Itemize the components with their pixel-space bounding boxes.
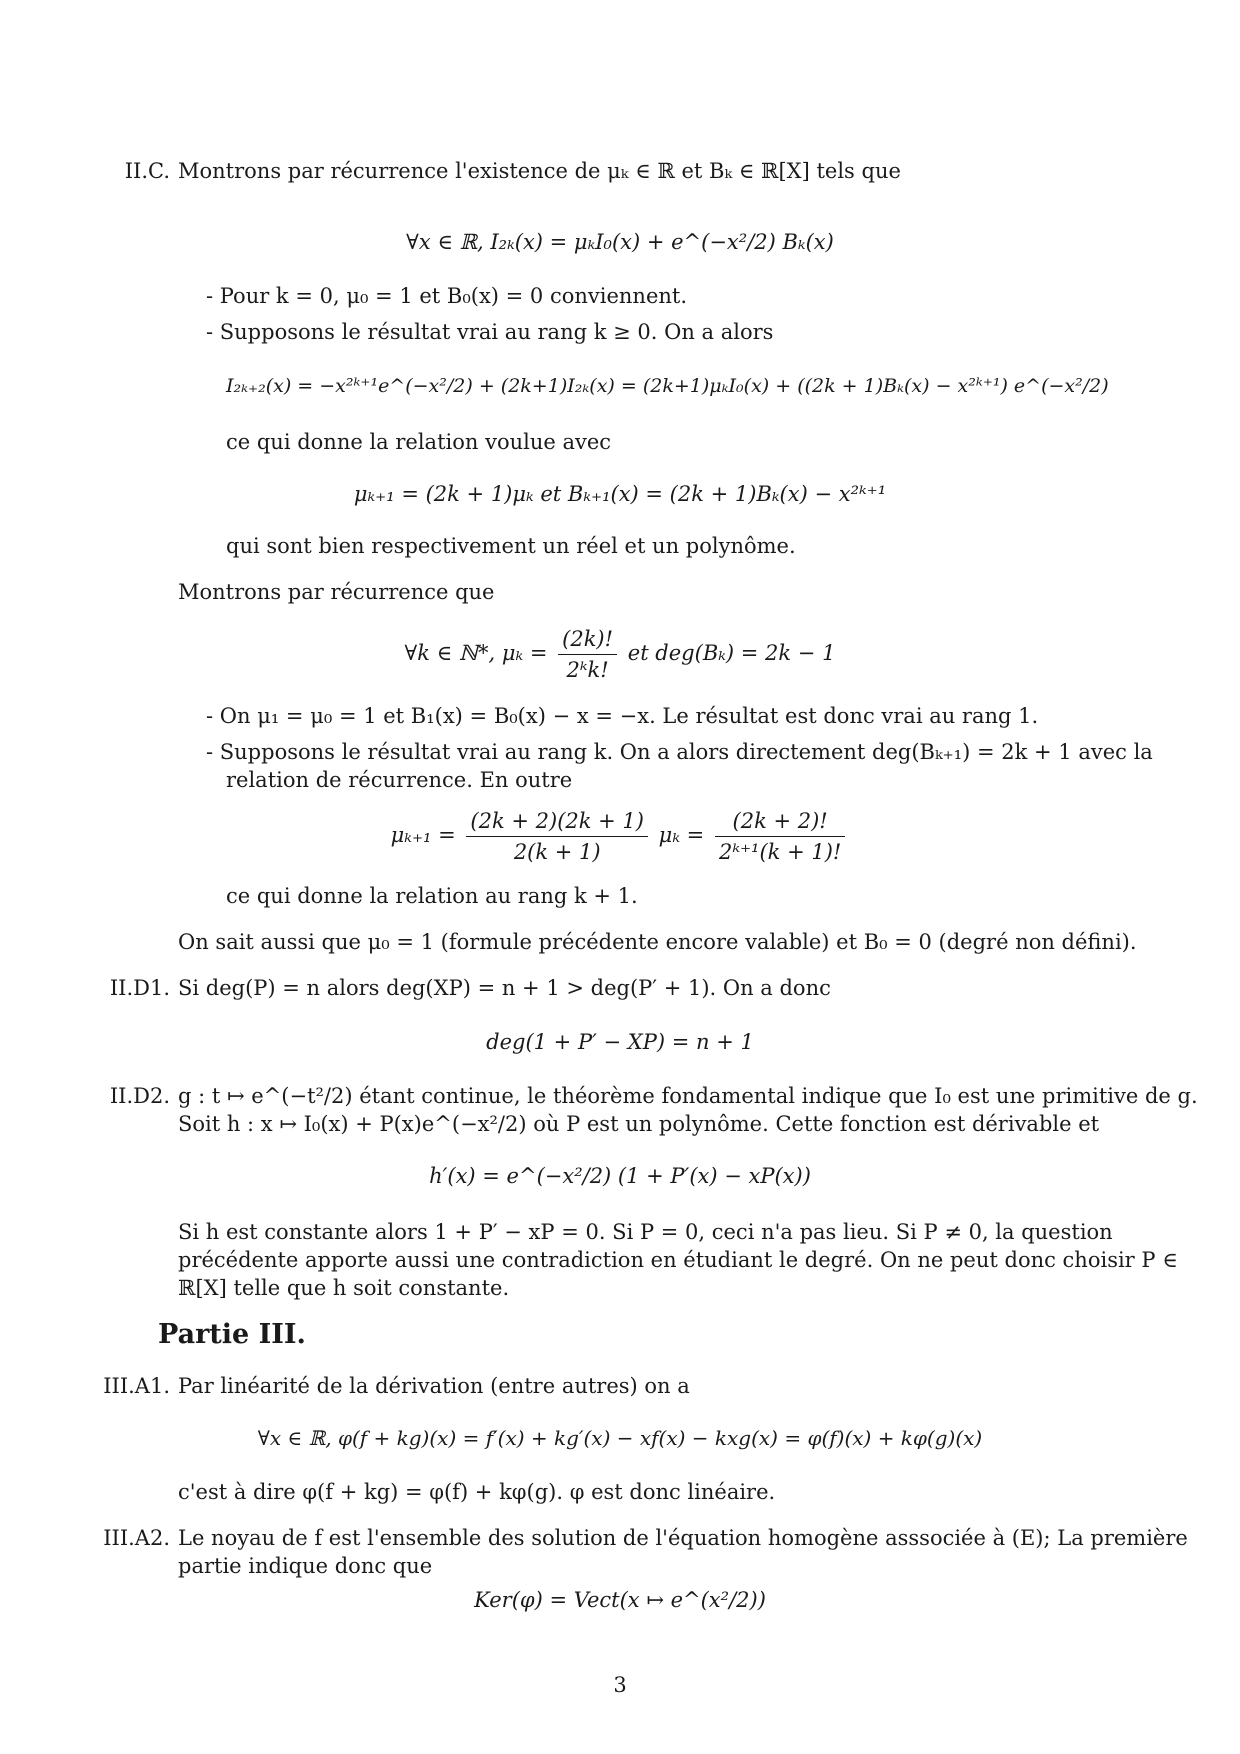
section-label-IID1: II.D1.: [109, 976, 170, 1000]
eq4-right: et deg(Bₖ) = 2k − 1: [627, 641, 836, 665]
IID2-equation: h′(x) = e^(−x²/2) (1 + P′(x) − xP(x)): [429, 1164, 811, 1188]
IID2-para-3: ℝ[X] telle que h soit constante.: [178, 1276, 510, 1300]
eq4-denominator: 2ᵏk!: [566, 658, 609, 682]
IIIA2-line-1: Le noyau de f est l'ensemble des solution de l'équation homogène asssociée à (E); La première: [178, 1526, 1188, 1550]
IIC-bullet-4a: - Supposons le résultat vrai au rang k. On a alors directement deg(Bₖ₊₁) = 2k + 1 avec la: [206, 740, 1153, 764]
eq5-left: μₖ₊₁ =: [390, 823, 456, 847]
IID2-para-1: Si h est constante alors 1 + P′ − xP = 0. Si P = 0, ceci n'a pas lieu. Si P ≠ 0, la question: [178, 1220, 1113, 1244]
section-heading-part-III: Partie III.: [158, 1319, 306, 1350]
IIIA1-text: Par linéarité de la dérivation (entre autres) on a: [178, 1374, 690, 1398]
IIIA2-line-2: partie indique donc que: [178, 1554, 433, 1578]
eq4-left: ∀k ∈ ℕ*, μₖ =: [404, 641, 548, 665]
eq5-denominator-2: 2ᵏ⁺¹(k + 1)!: [718, 840, 842, 864]
IID2-para-2: précédente apporte aussi une contradiction en étudiant le degré. On ne peut donc choisir P ∈: [178, 1248, 1178, 1272]
IID2-line-1: g : t ↦ e^(−t²/2) étant continue, le théorème fondamental indique que I₀ est une primitive de g.: [178, 1084, 1198, 1108]
eq5-mid: μₖ =: [658, 823, 705, 847]
eq4-fraction: [558, 624, 617, 685]
IIC-equation-5: [0, 806, 1240, 867]
IIC-equation-3: μₖ₊₁ = (2k + 1)μₖ et Bₖ₊₁(x) = (2k + 1)Bₖ(x) − x²ᵏ⁺¹: [353, 482, 887, 506]
IIC-equation-4: [0, 624, 1240, 685]
IIC-bullet-3: - On μ₁ = μ₀ = 1 et B₁(x) = B₀(x) − x = −x. Le résultat est donc vrai au rang 1.: [206, 704, 1039, 728]
IID1-equation: deg(1 + P′ − XP) = n + 1: [486, 1030, 754, 1054]
page-number: 3: [613, 1673, 627, 1697]
eq5-fraction-1: [466, 806, 648, 867]
IIC-bullet-4b: relation de récurrence. En outre: [226, 768, 573, 792]
IIC-bullet-1: - Pour k = 0, μ₀ = 1 et B₀(x) = 0 conviennent.: [206, 284, 688, 308]
IIC-intro: Montrons par récurrence l'existence de μₖ ∈ ℝ et Bₖ ∈ ℝ[X] tels que: [178, 159, 901, 183]
eq5-fraction-2: [715, 806, 845, 867]
IIIA2-equation: Ker(φ) = Vect(x ↦ e^(x²/2)): [474, 1588, 766, 1612]
IIC-equation-1: ∀x ∈ ℝ, I₂ₖ(x) = μₖI₀(x) + e^(−x²/2) Bₖ(x): [406, 230, 834, 254]
IIIA1-equation: ∀x ∈ ℝ, φ(f + kg)(x) = f′(x) + kg′(x) − xf(x) − kxg(x) = φ(f)(x) + kφ(g)(x): [257, 1426, 983, 1450]
IIC-text-1: ce qui donne la relation voulue avec: [226, 430, 612, 454]
eq5-denominator-1: 2(k + 1): [513, 840, 601, 864]
eq5-numerator-1: (2k + 2)(2k + 1): [466, 806, 648, 837]
IIC-text-4: ce qui donne la relation au rang k + 1.: [226, 884, 638, 908]
section-label-IIIA2: III.A2.: [103, 1526, 170, 1550]
eq4-numerator: (2k)!: [558, 624, 617, 655]
IIIA1-text-2: c'est à dire φ(f + kg) = φ(f) + kφ(g). φ est donc linéaire.: [178, 1480, 776, 1504]
section-label-IIIA1: III.A1.: [103, 1374, 170, 1398]
eq5-numerator-2: (2k + 2)!: [715, 806, 845, 837]
IIC-text-3: Montrons par récurrence que: [178, 580, 495, 604]
IID2-line-2: Soit h : x ↦ I₀(x) + P(x)e^(−x²/2) où P est un polynôme. Cette fonction est dérivable et: [178, 1112, 1100, 1136]
section-label-IIC: II.C.: [124, 159, 170, 183]
IIC-text-2: qui sont bien respectivement un réel et un polynôme.: [226, 534, 796, 558]
IIC-equation-2: I₂ₖ₊₂(x) = −x²ᵏ⁺¹e^(−x²/2) + (2k+1)I₂ₖ(x) = (2k+1)μₖI₀(x) + ((2k + 1)Bₖ(x) − x²ᵏ⁺¹) e^(−x²/2): [226, 375, 1109, 397]
IIC-text-5: On sait aussi que μ₀ = 1 (formule précédente encore valable) et B₀ = 0 (degré non défini).: [178, 930, 1137, 954]
IID1-text: Si deg(P) = n alors deg(XP) = n + 1 > deg(P′ + 1). On a donc: [178, 976, 831, 1000]
section-label-IID2: II.D2.: [109, 1084, 170, 1108]
IIC-bullet-2: - Supposons le résultat vrai au rang k ≥ 0. On a alors: [206, 320, 774, 344]
